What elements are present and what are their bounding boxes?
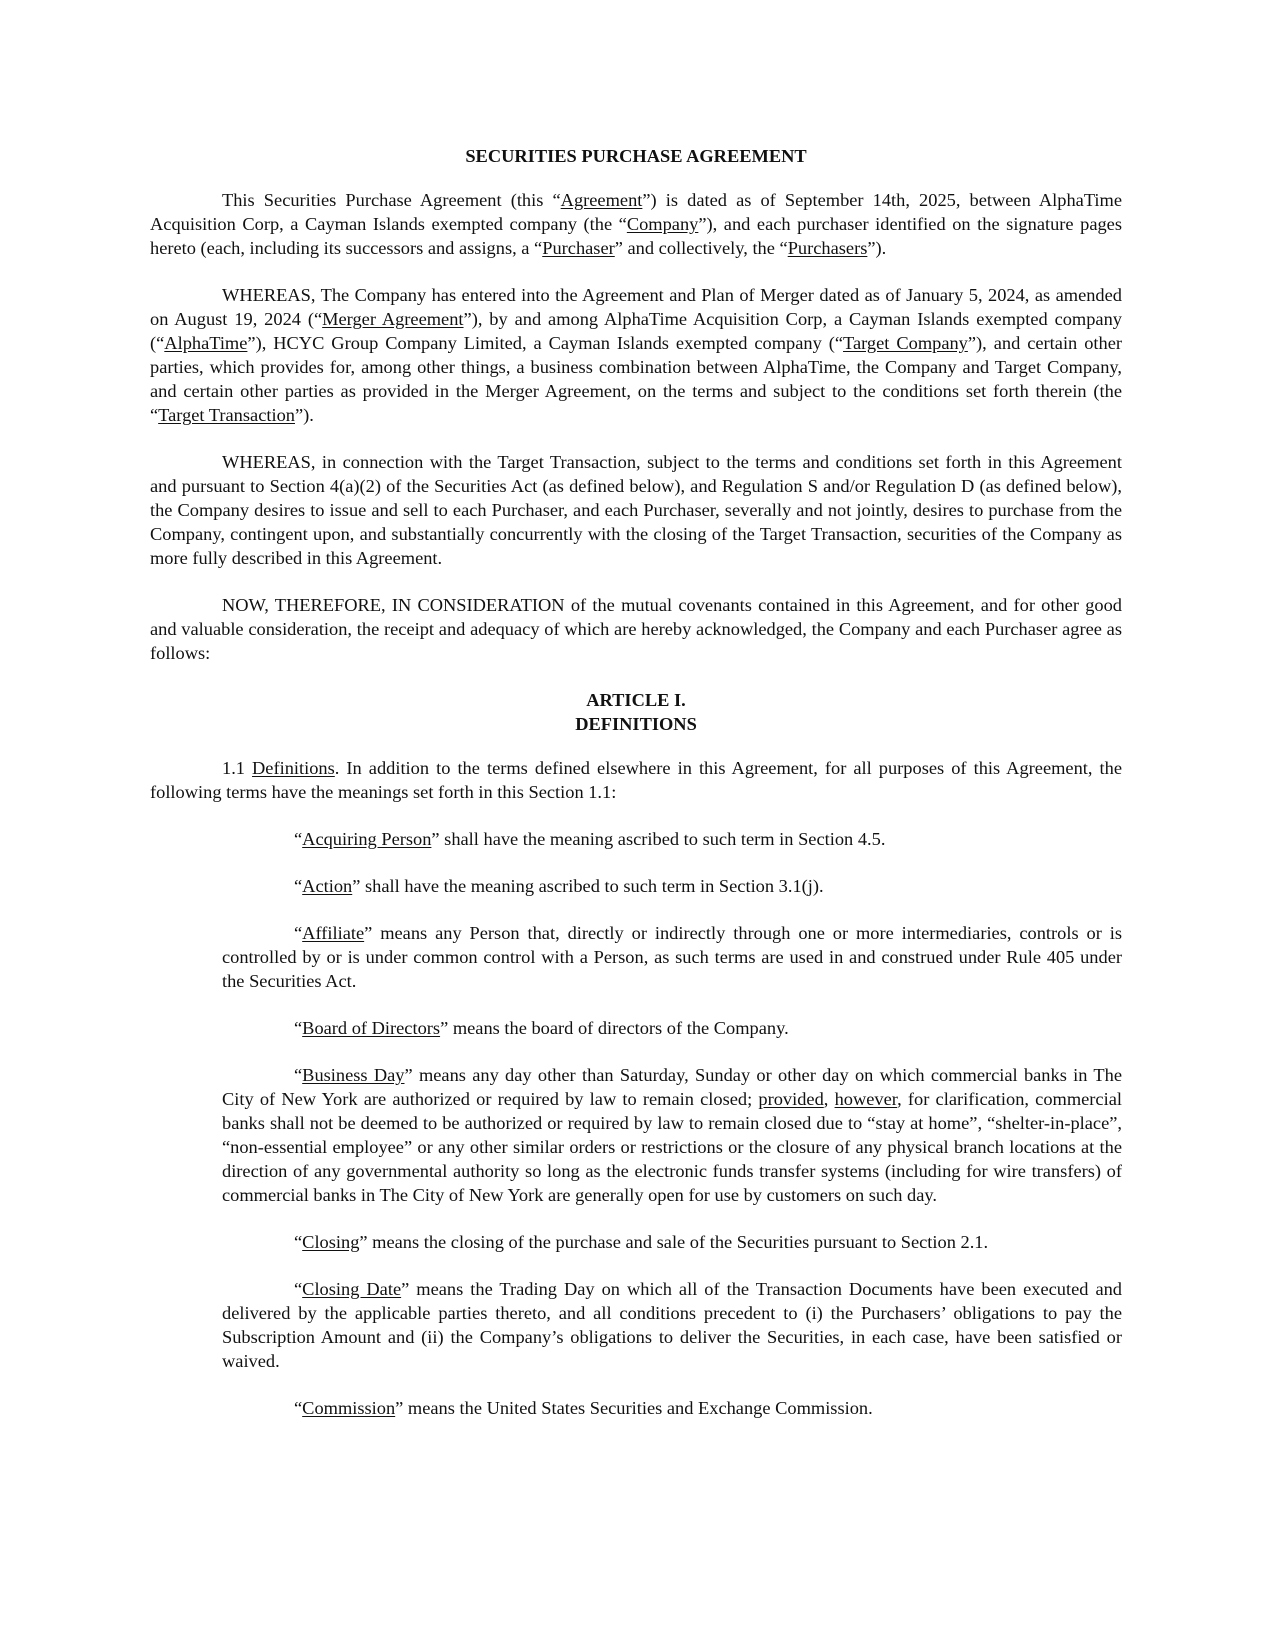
definition-commission [222,1396,1122,1420]
definition-business-day [222,1063,1122,1207]
definition-text: ” means the closing of the purchase and sale of the Securities pursuant to Section 2.1. [359,1232,989,1252]
open-quote: “ [294,829,303,849]
intro-text: ”) is dated as of September 14th, 2025, between AlphaTime Acquisition Corp, a Cayman Islands exempted company (the “ [150,190,1123,234]
open-quote: “ [294,1398,303,1418]
now-therefore-paragraph: NOW, THEREFORE, IN CONSIDERATION of the mutual covenants contained in this Agreement, and for other good and valuable consideration, the receipt and adequacy of which are hereby acknowledged, the Company and each Purchaser agree as follows: [150,595,1122,663]
whereas-text: ”). [294,405,314,425]
however-term: however [834,1089,898,1109]
defined-term-purchaser: Purchaser [542,238,615,258]
intro-paragraph [150,188,1122,260]
definition-action [222,874,1122,898]
definition-text: ” shall have the meaning ascribed to such term in Section 3.1(j). [352,876,824,896]
definition-text: , for clarification, commercial banks shall not be deemed to be authorized or required by law to remain closed due to “stay at home”, “shelter-in-place”, “non-essential employee” or any other similar orders or restrictions or the closure of any physical branch locations at the direction of any governmental authority so long as the electronic funds transfer systems (including for wire transfers) of commercial banks in The City of New York are generally open for use by customers on such day. [222,1089,1122,1205]
open-quote: “ [294,1279,303,1299]
defined-term-agreement: Agreement [560,190,643,210]
definition-closing [222,1230,1122,1254]
defined-term: Action [302,876,353,896]
definition-board-of-directors [222,1016,1122,1040]
defined-term-company: Company [626,214,699,234]
intro-text: ”). [867,238,887,258]
open-quote: “ [294,1232,303,1252]
section-text: . In addition to the terms defined elsewhere in this Agreement, for all purposes of this Agreement, the following terms have the meanings set forth in this Section 1.1: [150,758,1122,802]
definition-text: ” shall have the meaning ascribed to such term in Section 4.5. [431,829,886,849]
defined-term: Business Day [302,1065,405,1085]
defined-term: Acquiring Person [302,829,432,849]
article-number: ARTICLE I. [586,690,686,710]
article-name: DEFINITIONS [575,714,697,734]
whereas-text: ”), by and among AlphaTime Acquisition Corp, a Cayman Islands exempted company (“ [150,309,1122,353]
open-quote: “ [294,1018,303,1038]
definition-closing-date [222,1277,1122,1373]
section-heading: Definitions [252,758,335,778]
defined-term-target-company: Target Company [843,333,968,353]
definition-text: ” means the Trading Day on which all of the Transaction Documents have been executed and delivered by the applicable parties thereto, and all conditions precedent to (i) the Purchasers’ obligations to pay the Subscription Amount and (ii) the Company’s obligations to deliver the Securities, in each case, have been satisfied or waived. [222,1279,1122,1371]
document-page [150,144,1122,1443]
defined-term-merger-agreement: Merger Agreement [322,309,464,329]
definition-text: ” means the board of directors of the Company. [440,1018,789,1038]
document-title: SECURITIES PURCHASE AGREEMENT [465,146,807,166]
definition-text: ” means the United States Securities and Exchange Commission. [395,1398,873,1418]
definition-affiliate [222,921,1122,993]
defined-term-target-transaction: Target Transaction [158,405,295,425]
open-quote: “ [294,876,303,896]
whereas-paragraph-2: WHEREAS, in connection with the Target Transaction, subject to the terms and conditions set forth in this Agreement and pursuant to Section 4(a)(2) of the Securities Act (as defined below), and Regulation S and/or Regulation D (as defined below), the Company desires to issue and sell to each Purchaser, and each Purchaser, severally and not jointly, desires to purchase from the Company, contingent upon, and substantially concurrently with the closing of the Target Transaction, securities of the Company as more fully described in this Agreement. [150,452,1122,568]
whereas-text: WHEREAS, The Company has entered into the Agreement and Plan of Merger dated as of January 5, 2024, as amended on August 19, 2024 (“ [150,285,1122,329]
article-heading [150,688,1122,736]
definition-text: , [823,1089,835,1109]
definition-acquiring-person [222,827,1122,851]
provided-term: provided [758,1089,824,1109]
open-quote: “ [294,923,303,943]
open-quote: “ [294,1065,303,1085]
intro-text: ” and collectively, the “ [614,238,788,258]
section-number: 1.1 [222,758,253,778]
section-1-1 [150,756,1122,804]
intro-text: This Securities Purchase Agreement (this “ [222,190,561,210]
whereas-text: ”), HCYC Group Company Limited, a Cayman Islands exempted company (“ [247,333,844,353]
defined-term: Closing Date [302,1279,402,1299]
defined-term: Board of Directors [302,1018,441,1038]
definition-text: ” means any day other than Saturday, Sunday or other day on which commercial banks in The City of New York are authorized or required by law to remain closed; [222,1065,1122,1109]
defined-term: Affiliate [302,923,365,943]
defined-term-alphatime: AlphaTime [164,333,248,353]
defined-term-purchasers: Purchasers [787,238,868,258]
whereas-text: ”), and certain other parties, which provides for, among other things, a business combination between AlphaTime, the Company and Target Company, and certain other parties as provided in the Merger Agreement, on the terms and subject to the conditions set forth therein (the “ [150,333,1122,425]
defined-term: Closing [302,1232,360,1252]
definition-text: ” means any Person that, directly or indirectly through one or more intermediaries, controls or is controlled by or is under common control with a Person, as such terms are used in and construed under Rule 405 under the Securities Act. [222,923,1122,991]
intro-text: ”), and each purchaser identified on the signature pages hereto (each, including its successors and assigns, a “ [150,214,1123,258]
defined-term: Commission [302,1398,396,1418]
whereas-paragraph-1 [150,283,1122,427]
